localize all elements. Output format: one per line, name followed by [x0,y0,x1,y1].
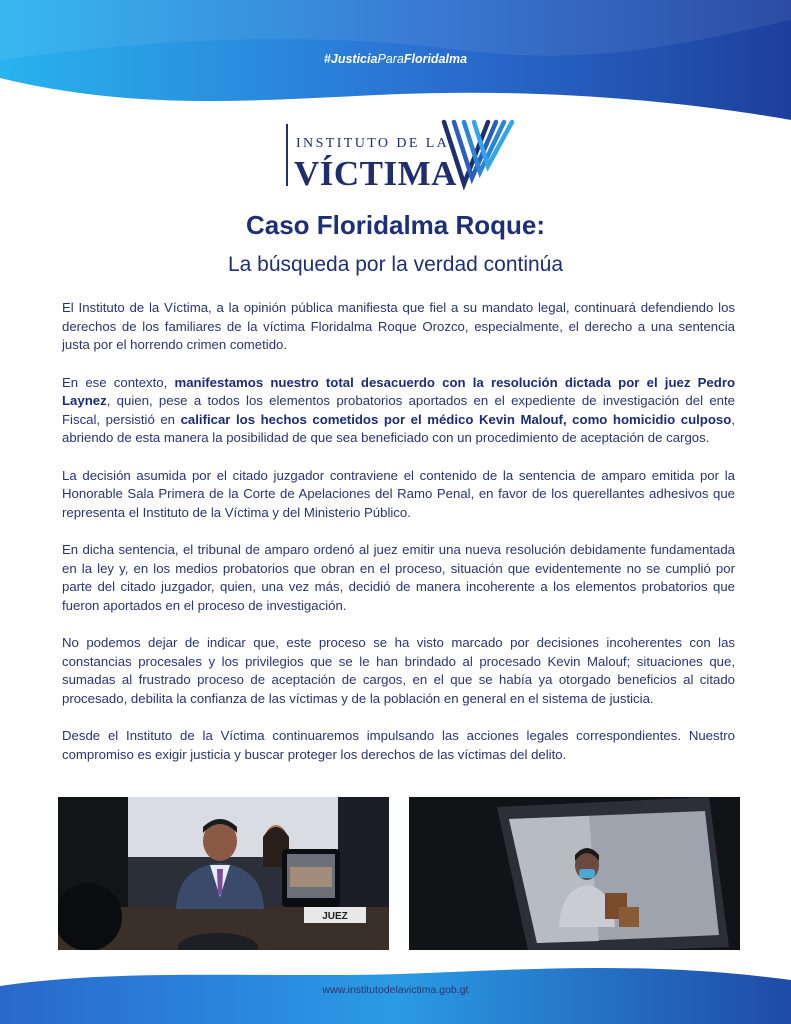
paragraph-3: La decisión asumida por el citado juzgador contraviene el contenido de la sentencia de amparo emitida por la Honorable Sala Primera de la Corte de Apelaciones del Ramo Penal, en favor de los querellantes adhesivos que representa el Instituto de la Víctima y del Ministerio Público. [62,467,735,520]
logo-line2: VÍCTIMA [294,154,457,193]
courtroom-photo [58,797,389,955]
paragraph-1: El Instituto de la Víctima, a la opinión pública manifiesta que fiel a su mandato legal, continuará defendiendo los derechos de los familiares de la víctima Floridalma Roque Orozco, especialmente, el derecho a una sentencia justa por el horrendo crimen cometido. [62,300,735,352]
instituto-logo [282,118,522,192]
video-screen-photo [409,797,740,955]
website-link[interactable]: www.institutodelavictima.gob.gt [322,984,469,996]
page-title: Caso Floridalma Roque: [245,210,546,240]
juez-nameplate: JUEZ [322,911,348,922]
campaign-hashtag: #JusticiaParaFloridalma [323,52,468,66]
paragraph-4: En dicha sentencia, el tribunal de amparo ordenó al juez emitir una nueva resolución debidamente fundamentada en la ley y, en los medios probatorios que obran en el proceso, situación que evidentemente no se cumplió por parte del citado juzgador, quien, una vez más, decidió de manera incoherente a los elementos probatorios que fueron aportados en el proceso de investigación. [62,542,735,613]
logo-w-icon [438,118,518,190]
paragraph-5: No podemos dejar de indicar que, este proceso se ha visto marcado por decisiones incoherentes con las constancias procesales y los privilegios que se le han brindado al procesado Kevin Malouf; situaciones que, sumadas al frustrado proceso de aceptación de cargos, en el que se había ya otorgado beneficios al citado procesado, debilita la confianza de las víctimas y de la población en general en el sistema de justicia. [62,635,735,706]
statement-body [62,299,735,783]
paragraph-2: En ese contexto, manifestamos nuestro total desacuerdo con la resolución dictada por el juez Pedro Laynez, quien, pese a todos los elementos probatorios aportados en el expediente de investigación del ente Fiscal, persistió en calificar los hechos cometidos por el médico Kevin Malouf, como homicidio culposo, abriendo de esta manera la posibilidad de que sea beneficiado con un procedimiento de aceptación de cargos. [62,374,736,445]
logo-divider [286,124,288,186]
logo-line1: INSTITUTO DE LA [296,136,450,151]
page-subtitle: La búsqueda por la verdad continúa [227,253,564,276]
paragraph-6: Desde el Instituto de la Víctima continuaremos impulsando las acciones legales correspondientes. Nuestro compromiso es exigir justicia y buscar proteger los derechos de las víctimas del delito. [62,728,735,762]
